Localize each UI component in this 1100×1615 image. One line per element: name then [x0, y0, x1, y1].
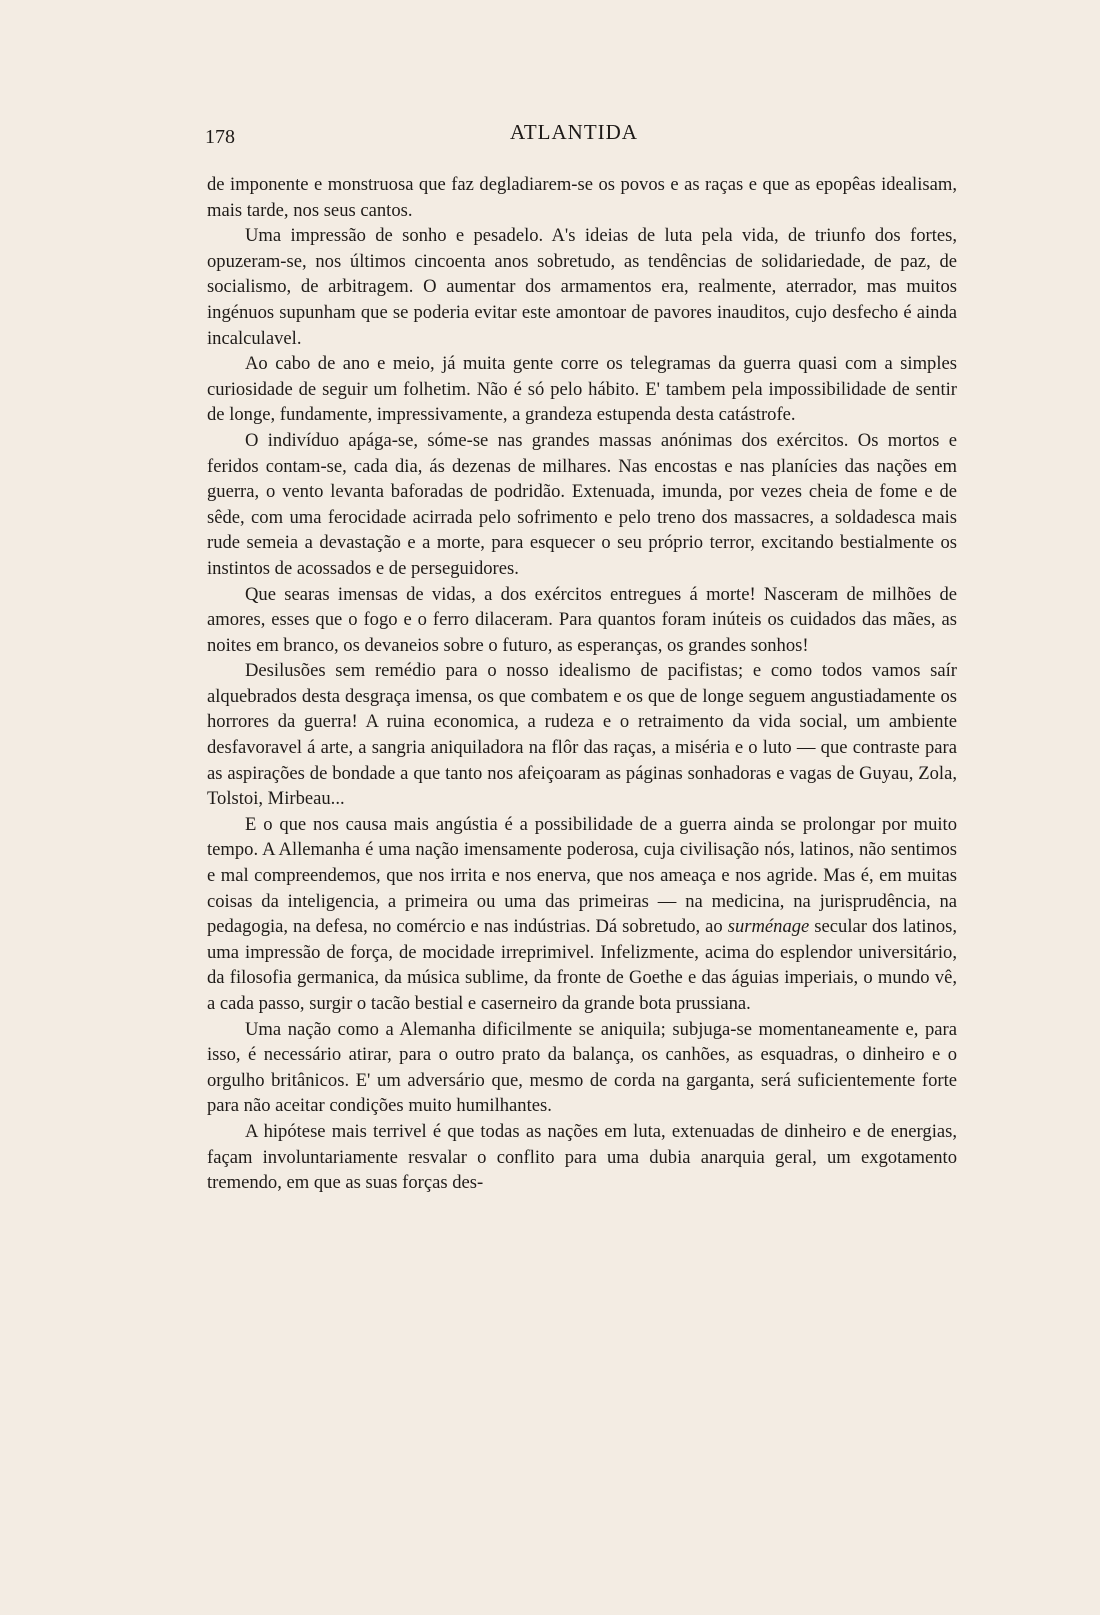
paragraph-9: A hipótese mais terrivel é que todas as nações em luta, extenuadas de dinheiro e de energias, façam involuntariamente resvalar o conflito para uma dubia anarquia geral, um exgotamento tremendo, em que as suas forças des-: [207, 1120, 957, 1194]
paragraph-4: O indivíduo apága-se, sóme-se nas grandes massas anónimas dos exércitos. Os mortos e feridos contam-se, cada dia, ás dezenas de milhares. Nas encostas e nas planícies das nações em guerra, o vento levanta baforadas de podridão. Extenuada, imunda, por vezes cheia de fome e de sêde, com uma ferocidade acirrada pelo sofrimento e pelo treno dos massacres, a soldadesca mais rude semeia a devastação e a morte, para esquecer o seu próprio terror, excitando bestialmente os instintos de acossados e de perseguidores.: [207, 429, 957, 579]
page-header: [205, 120, 960, 156]
paragraph-7-text-after: secular dos latinos, uma impressão de força, de mocidade irreprimivel. Infelizmente, acima do esplendor universitário, da filosofia germanica, da música sublime, da fronte de Goethe e das águias imperiais, o mundo vê, a cada passo, surgir o tacão bestial e caserneiro da grande bota prussiana.: [207, 916, 958, 1014]
paragraph-2: Uma impressão de sonho e pesadelo. A's ideias de luta pela vida, de triunfo dos fortes, opuzeram-se, nos últimos cincoenta anos sobretudo, as tendências de solidariedade, de paz, de socialismo, de arbitragem. O aumentar dos armamentos era, realmente, aterrador, mas muitos ingénuos supunham que se poderia evitar este amontoar de pavores inauditos, cujo desfecho é ainda incalculavel.: [207, 225, 957, 349]
paragraph-5: Que searas imensas de vidas, a dos exércitos entregues á morte! Nasceram de milhões de amores, esses que o fogo e o ferro dilaceram. Para quantos foram inúteis os cuidados das mães, as noites em branco, os devaneios sobre o futuro, as esperanças, os grandes sonhos!: [207, 583, 957, 656]
body-text: [207, 172, 957, 1196]
page-number: 178: [205, 126, 235, 148]
paragraph-3: Ao cabo de ano e meio, já muita gente corre os telegramas da guerra quasi com a simples curiosidade de seguir um folhetim. Não é só pelo hábito. E' tambem pela impossibilidade de sentir de longe, fundamente, impressivamente, a grandeza estupenda desta catástrofe.: [207, 353, 957, 426]
paragraph-7: [207, 812, 957, 1017]
paragraph-7-text-before: E o que nos causa mais angústia é a possibilidade de a guerra ainda se prolongar por muito tempo. A Allemanha é uma nação imensamente poderosa, cuja civilisação nós, latinos, não sentimos e mal compreendemos, que nos irrita e nos enerva, que nos ameaça e nos agride. Mas é, em muitas coisas da inteligencia, a primeira ou uma das primeiras — na medicina, na jurisprudência, na pedagogia, na defesa, no comércio e nas indústrias. Dá sobretudo, ao: [207, 813, 957, 938]
paragraph-1: de imponente e monstruosa que faz degladiarem-se os povos e as raças e que as epopêas idealisam, mais tarde, nos seus cantos.: [207, 174, 957, 221]
paragraph-7-emphasis: surménage: [727, 916, 810, 938]
paragraph-8: Uma nação como a Alemanha dificilmente se aniquila; subjuga-se momentaneamente e, para isso, é necessário atirar, para o outro prato da balança, os canhões, as esquadras, o dinheiro e o orgulho britânicos. E' um adversário que, mesmo de corda na garganta, será suficientemente forte para não aceitar condições muito humilhantes.: [207, 1018, 957, 1117]
paragraph-6: Desilusões sem remédio para o nosso idealismo de pacifistas; e como todos vamos saír alquebrados desta desgraça imensa, os que combatem e os que de longe seguem angustiadamente os horrores da guerra! A ruina economica, a rudeza e o retraimento da vida social, um ambiente desfavoravel á arte, a sangria aniquiladora na flôr das raças, a miséria e o luto — que contraste para as aspirações de bondade a que tanto nos afeiçoaram as páginas sonhadoras e vagas de Guyau, Zola, Tolstoi, Mirbeau...: [207, 660, 957, 810]
running-title: ATLANTIDA: [510, 120, 638, 144]
